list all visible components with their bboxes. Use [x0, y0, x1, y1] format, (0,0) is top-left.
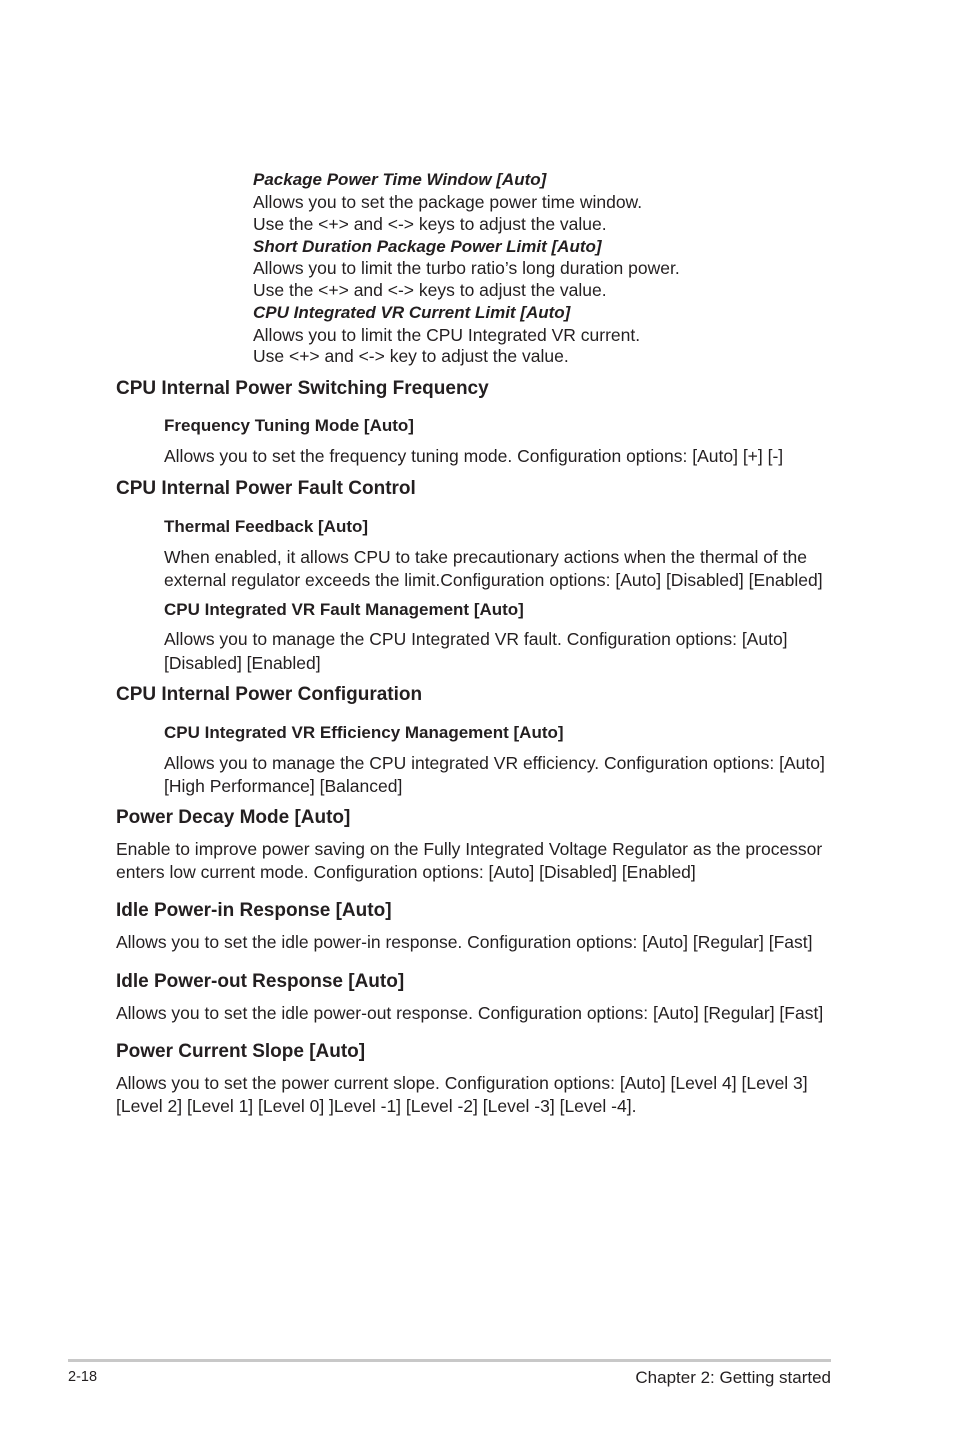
idle-power-out-desc: Allows you to set the idle power-out response. Configuration options: [Auto] [Regular] [Fast] — [116, 1003, 824, 1023]
idle-power-in-desc: Allows you to set the idle power-in response. Configuration options: [Auto] [Regular] [Fast] — [116, 932, 813, 952]
switching-frequency-heading: CPU Internal Power Switching Frequency — [116, 378, 489, 399]
fault-control-heading: CPU Internal Power Fault Control — [116, 478, 416, 499]
short-duration-power-limit-desc-1: Allows you to limit the turbo ratio’s long duration power. — [253, 258, 680, 278]
package-power-time-window-desc-1: Allows you to set the package power time window. — [253, 192, 643, 212]
idle-power-out-heading: Idle Power-out Response [Auto] — [116, 971, 405, 992]
power-decay-mode-desc-2: enters low current mode. Configuration options: [Auto] [Disabled] [Enabled] — [116, 862, 696, 882]
vr-efficiency-management-title: CPU Integrated VR Efficiency Management [Auto] — [164, 723, 564, 742]
vr-efficiency-management-desc-2: [High Performance] [Balanced] — [164, 776, 403, 796]
vr-fault-management-title: CPU Integrated VR Fault Management [Auto] — [164, 600, 524, 619]
power-current-slope-heading: Power Current Slope [Auto] — [116, 1041, 366, 1062]
vr-current-limit-desc-1: Allows you to limit the CPU Integrated VR current. — [253, 325, 641, 345]
vr-current-limit-desc-2: Use <+> and <-> key to adjust the value. — [253, 346, 569, 366]
vr-fault-management-desc-2: [Disabled] [Enabled] — [164, 653, 321, 673]
frequency-tuning-mode-title: Frequency Tuning Mode [Auto] — [164, 416, 414, 435]
footer-rule — [68, 1359, 831, 1362]
package-power-time-window-desc-2: Use the <+> and <-> keys to adjust the value. — [253, 214, 607, 234]
short-duration-power-limit-title: Short Duration Package Power Limit [Auto] — [253, 237, 602, 256]
power-configuration-heading: CPU Internal Power Configuration — [116, 684, 423, 705]
chapter-title: Chapter 2: Getting started — [635, 1368, 831, 1387]
page-number: 2-18 — [68, 1369, 98, 1385]
vr-fault-management-desc-1: Allows you to manage the CPU Integrated VR fault. Configuration options: [Auto] — [164, 629, 788, 649]
thermal-feedback-desc-2: external regulator exceeds the limit.Configuration options: [Auto] [Disabled] [Enabled] — [164, 570, 823, 590]
vr-efficiency-management-desc-1: Allows you to manage the CPU integrated VR efficiency. Configuration options: [Auto] — [164, 753, 825, 773]
idle-power-in-heading: Idle Power-in Response [Auto] — [116, 900, 392, 921]
package-power-time-window-title: Package Power Time Window [Auto] — [253, 170, 547, 189]
power-current-slope-desc-2: [Level 2] [Level 1] [Level 0] ]Level -1] [Level -2] [Level -3] [Level -4]. — [116, 1096, 637, 1116]
power-decay-mode-heading: Power Decay Mode [Auto] — [116, 807, 351, 828]
thermal-feedback-title: Thermal Feedback [Auto] — [164, 517, 369, 536]
frequency-tuning-mode-desc: Allows you to set the frequency tuning mode. Configuration options: [Auto] [+] [-] — [164, 446, 784, 466]
thermal-feedback-desc-1: When enabled, it allows CPU to take precautionary actions when the thermal of the — [164, 547, 807, 567]
power-decay-mode-desc-1: Enable to improve power saving on the Fully Integrated Voltage Regulator as the processor — [116, 839, 823, 859]
power-current-slope-desc-1: Allows you to set the power current slope. Configuration options: [Auto] [Level 4] [Level 3] — [116, 1073, 808, 1093]
short-duration-power-limit-desc-2: Use the <+> and <-> keys to adjust the value. — [253, 280, 607, 300]
vr-current-limit-title: CPU Integrated VR Current Limit [Auto] — [253, 303, 571, 322]
